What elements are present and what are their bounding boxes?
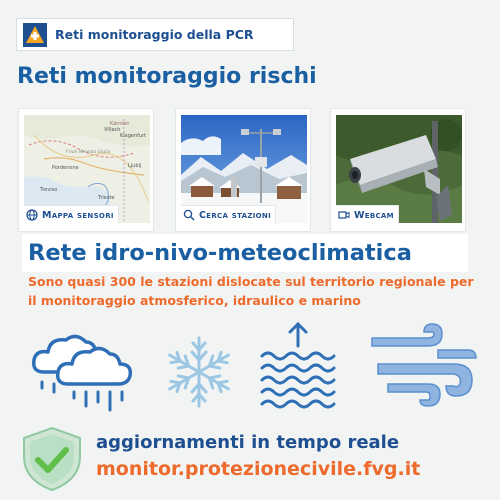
rain-cloud-icon <box>28 326 134 416</box>
footer-tagline: aggiornamenti in tempo reale <box>96 432 400 453</box>
map-label: Ljublj <box>128 163 142 169</box>
wind-icon <box>368 320 480 412</box>
card-cerca-stazioni[interactable] <box>175 108 311 232</box>
webcam-label: Webcam <box>354 209 394 221</box>
map-label: Treviso <box>40 187 58 193</box>
snowflake-icon <box>158 332 240 412</box>
footer-website-link[interactable]: monitor.protezionecivile.fvg.it <box>96 458 421 480</box>
search-icon <box>183 209 195 221</box>
page-title: Reti monitoraggio rischi <box>17 64 317 89</box>
map-label: Friuli Venezia Giulia <box>66 150 111 155</box>
header-title[interactable]: Reti monitoraggio della PCR <box>55 27 254 42</box>
map-label: Klagenfurt <box>120 133 147 139</box>
section-description: Sono quasi 300 le stazioni dislocate sul territorio regionale per il monitoraggio atmosferico, idraulico e marino <box>28 274 474 308</box>
card-mappa-sensori[interactable] <box>18 108 154 232</box>
card-webcam[interactable] <box>330 108 466 232</box>
mappa-sensori-link[interactable] <box>24 205 119 224</box>
map-label: Villach <box>104 127 121 133</box>
globe-icon <box>26 209 38 221</box>
webcam-link[interactable] <box>336 205 399 224</box>
civil-protection-logo <box>23 23 47 47</box>
mappa-sensori-label: Mappa sensori <box>42 209 114 221</box>
shield-check-icon <box>20 426 84 492</box>
cerca-stazioni-label: Cerca stazioni <box>199 209 271 221</box>
map-label: Pordenone <box>52 165 79 171</box>
webcam-icon <box>338 209 350 221</box>
cerca-stazioni-link[interactable] <box>181 205 276 224</box>
water-level-icon <box>258 320 338 412</box>
section-title: Rete idro-nivo-meteoclimatica <box>22 234 468 272</box>
header-bar[interactable] <box>16 18 294 51</box>
map-label: Kärnten <box>110 121 130 127</box>
map-label: Trieste <box>98 195 115 201</box>
